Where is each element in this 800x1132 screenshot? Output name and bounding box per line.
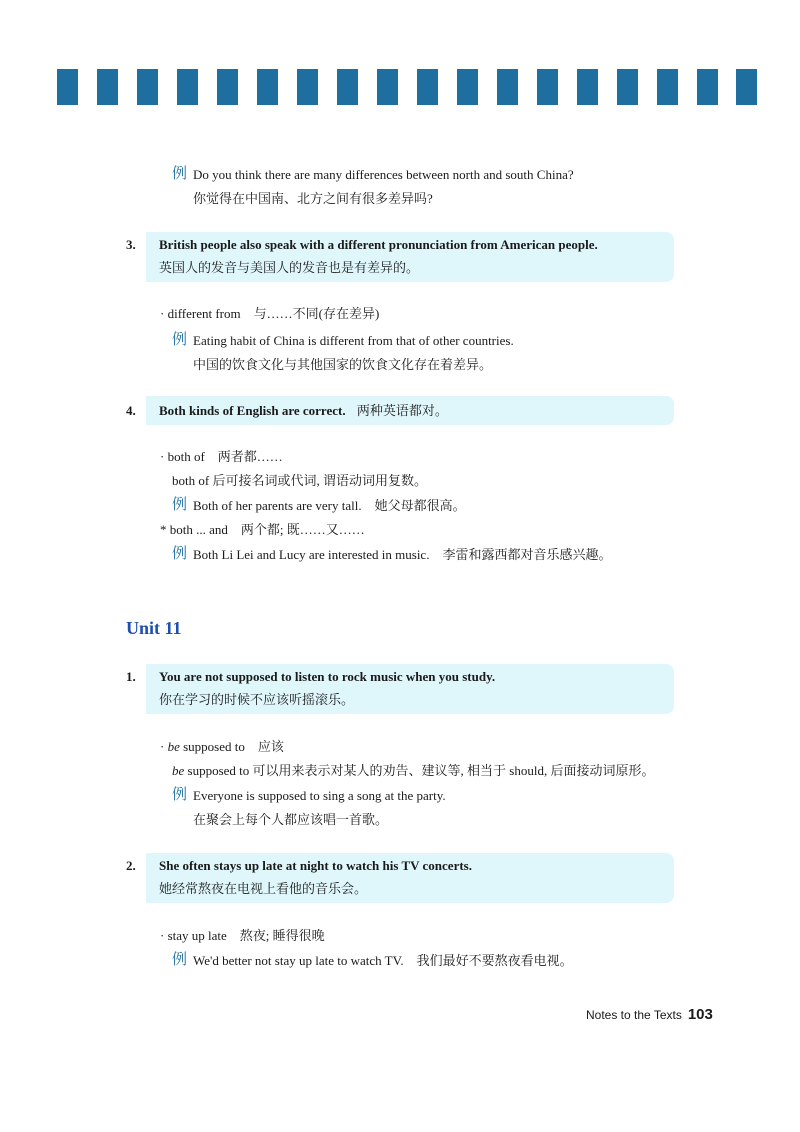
vocab-description-text: supposed to 可以用来表示对某人的劝告、建议等, 相当于 should, 后面接动词原形。 xyxy=(187,763,655,778)
vocab-description xyxy=(172,762,654,780)
note-box xyxy=(146,396,674,425)
header-block xyxy=(97,69,118,105)
example-label: 例 xyxy=(172,497,188,513)
example-sentence: Everyone is supposed to sing a song at the party. xyxy=(193,788,446,803)
vocab-italic: be xyxy=(172,763,185,778)
header-block xyxy=(537,69,558,105)
example-translation: 中国的饮食文化与其他国家的饮食文化存在着差异。 xyxy=(193,357,493,372)
example-label: 例 xyxy=(172,166,188,182)
vocab-item: * both ... and 两个都; 既……又…… xyxy=(160,522,365,537)
example-label: 例 xyxy=(172,546,188,562)
bullet: · xyxy=(160,739,168,754)
vocab-item: · stay up late 熬夜; 睡得很晚 xyxy=(160,928,325,943)
header-block xyxy=(417,69,438,105)
example-sentence: Both of her parents are very tall. 她父母都很高。 xyxy=(193,498,466,513)
example-label: 例 xyxy=(172,952,188,968)
note-translation: 她经常熬夜在电视上看他的音乐会。 xyxy=(159,881,368,896)
note-translation: 你在学习的时候不应该听摇滚乐。 xyxy=(159,692,355,707)
example-translation: 在聚会上每个人都应该唱一首歌。 xyxy=(193,812,389,827)
vocab-item xyxy=(160,738,284,756)
note-sentence: You are not supposed to listen to rock music when you study. xyxy=(159,669,496,684)
note-box xyxy=(146,232,674,282)
note-sentence-en: Both kinds of English are correct. xyxy=(159,403,346,418)
header-block xyxy=(697,69,718,105)
header-block xyxy=(577,69,598,105)
header-block xyxy=(137,69,158,105)
header-block xyxy=(736,69,757,105)
note-translation: 英国人的发音与美国人的发音也是有差异的。 xyxy=(159,260,420,275)
note-number: 4. xyxy=(126,403,136,418)
note-sentence: British people also speak with a different pronunciation from American people. xyxy=(159,237,598,252)
note-number: 1. xyxy=(126,669,136,684)
page-footer xyxy=(586,1006,713,1023)
header-block xyxy=(457,69,478,105)
vocab-description: both of 后可接名词或代词, 谓语动词用复数。 xyxy=(172,473,427,488)
vocab-italic: be xyxy=(167,739,180,754)
vocab-item: · different from 与……不同(存在差异) xyxy=(160,306,380,321)
example-translation: 你觉得在中国南、北方之间有很多差异吗? xyxy=(193,191,433,206)
header-block xyxy=(177,69,198,105)
vocab-text: supposed to 应该 xyxy=(183,739,284,754)
header-block xyxy=(217,69,238,105)
header-block xyxy=(297,69,318,105)
vocab-item: · both of 两者都…… xyxy=(160,449,283,464)
example-sentence: We'd better not stay up late to watch TV. 我们最好不要熬夜看电视。 xyxy=(193,953,573,968)
example-sentence: Eating habit of China is different from that of other countries. xyxy=(193,333,514,348)
header-block xyxy=(657,69,678,105)
example-sentence: Both Li Lei and Lucy are interested in music. 李雷和露西都对音乐感兴趣。 xyxy=(193,547,612,562)
footer-label: Notes to the Texts xyxy=(586,1008,682,1022)
header-block xyxy=(377,69,398,105)
note-sentence-zh: 两种英语都对。 xyxy=(356,403,448,418)
header-decoration-bar xyxy=(57,69,757,105)
header-block xyxy=(617,69,638,105)
note-sentence: She often stays up late at night to watch his TV concerts. xyxy=(159,858,472,873)
note-sentence xyxy=(159,402,448,420)
header-block xyxy=(57,69,78,105)
header-block xyxy=(497,69,518,105)
page-number: 103 xyxy=(687,1006,713,1023)
note-box xyxy=(146,853,674,903)
example-sentence: Do you think there are many differences between north and south China? xyxy=(193,167,574,182)
header-block xyxy=(257,69,278,105)
header-block xyxy=(337,69,358,105)
example-label: 例 xyxy=(172,332,188,348)
unit-title: Unit 11 xyxy=(126,618,182,638)
note-box xyxy=(146,664,674,714)
note-number: 2. xyxy=(126,858,136,873)
note-number: 3. xyxy=(126,237,136,252)
example-label: 例 xyxy=(172,787,188,803)
